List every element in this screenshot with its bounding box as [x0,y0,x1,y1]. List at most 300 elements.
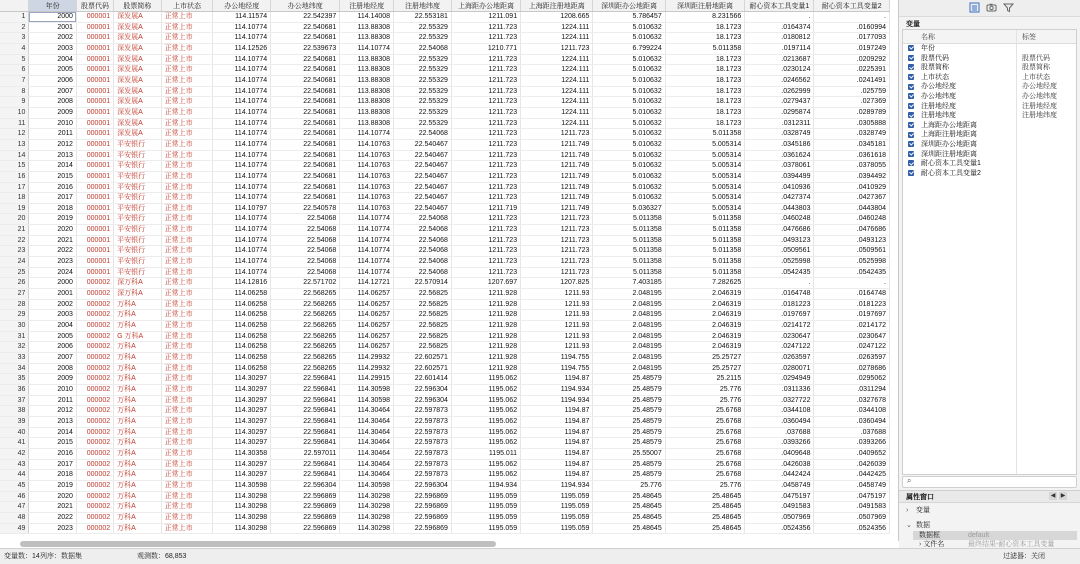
table-cell[interactable]: 正常上市 [161,448,213,459]
variable-item[interactable] [903,169,1076,179]
table-cell[interactable]: 18.1723 [665,107,745,118]
table-cell[interactable]: .0263597 [814,353,890,364]
table-cell[interactable]: .0247122 [814,342,890,353]
table-cell[interactable]: .0525998 [814,257,890,268]
table-cell[interactable]: 万科A [114,416,162,427]
table-cell[interactable]: 114.10774 [213,257,271,268]
table-cell[interactable]: 114.30297 [213,384,271,395]
table-cell[interactable]: 正常上市 [161,278,213,289]
table-cell[interactable]: 000001 [76,22,113,33]
table-cell[interactable]: 000001 [76,107,113,118]
table-cell[interactable]: 18.1723 [665,54,745,65]
table-cell[interactable]: 000001 [76,86,113,97]
table-cell[interactable]: 000001 [76,33,113,44]
table-cell[interactable]: 114.10774 [340,235,394,246]
table-cell[interactable]: 114.11574 [213,12,271,23]
table-cell[interactable]: 正常上市 [161,129,213,140]
table-cell[interactable]: 22.596841 [271,470,340,481]
table-row[interactable] [0,310,890,321]
table-cell[interactable]: .0524356 [814,523,890,534]
table-cell[interactable]: 2017 [29,459,77,470]
table-cell[interactable]: 5.010632 [593,97,665,108]
table-cell[interactable]: 22.596304 [394,384,452,395]
table-cell[interactable]: 000001 [76,65,113,76]
table-cell[interactable]: 18.1723 [665,22,745,33]
table-cell[interactable]: 5.005314 [665,150,745,161]
table-cell[interactable]: 1211.928 [451,331,520,342]
table-cell[interactable]: 1194.755 [521,363,593,374]
table-cell[interactable]: 114.10774 [213,225,271,236]
table-cell[interactable]: 2014 [29,161,77,172]
table-cell[interactable]: 000001 [76,246,113,257]
table-cell[interactable]: 2009 [29,374,77,385]
table-row[interactable] [0,214,890,225]
table-cell[interactable]: 22.540467 [394,150,452,161]
table-cell[interactable]: 000002 [76,278,113,289]
table-cell[interactable]: 114.10763 [340,182,394,193]
table-cell[interactable]: 22.54068 [394,246,452,257]
table-cell[interactable]: 2001 [29,289,77,300]
table-cell[interactable]: 1211.723 [451,235,520,246]
table-cell[interactable]: 000002 [76,416,113,427]
table-cell[interactable]: 万科A [114,427,162,438]
table-cell[interactable]: 5.011358 [593,235,665,246]
table-cell[interactable]: 2020 [29,491,77,502]
table-cell[interactable]: 1224.111 [521,75,593,86]
table-cell[interactable]: 2.048195 [593,331,665,342]
variable-search-input[interactable] [902,476,1077,488]
table-cell[interactable]: 5.005314 [665,182,745,193]
table-cell[interactable]: 000002 [76,384,113,395]
table-cell[interactable]: 5.010632 [593,171,665,182]
table-cell[interactable]: 2.046319 [665,310,745,321]
table-cell[interactable]: 114.30298 [340,502,394,513]
checkbox-checked-icon[interactable] [908,45,914,51]
table-cell[interactable]: .0164374 [745,22,814,33]
table-cell[interactable]: 1194.934 [521,384,593,395]
table-row[interactable] [0,150,890,161]
table-cell[interactable]: 113.88308 [340,33,394,44]
table-cell[interactable]: 22.540681 [271,182,340,193]
table-row[interactable] [0,86,890,97]
table-cell[interactable]: 114.30298 [340,523,394,534]
table-cell[interactable]: 正常上市 [161,54,213,65]
table-cell[interactable]: 25.48645 [665,502,745,513]
table-cell[interactable]: 22.56825 [394,331,452,342]
table-cell[interactable]: 2019 [29,480,77,491]
table-cell[interactable]: 18.1723 [665,65,745,76]
table-cell[interactable]: 1211.928 [451,310,520,321]
table-cell[interactable]: 22.54068 [394,129,452,140]
table-cell[interactable]: 114.06257 [340,310,394,321]
table-cell[interactable]: 114.10774 [213,75,271,86]
table-cell[interactable]: 正常上市 [161,459,213,470]
table-cell[interactable]: 1211.723 [451,182,520,193]
table-cell[interactable]: 1195.059 [451,523,520,534]
table-row[interactable] [0,54,890,65]
table-cell[interactable]: 1211.719 [451,203,520,214]
table-cell[interactable]: 22.597873 [394,416,452,427]
table-cell[interactable]: 22.596869 [394,502,452,513]
table-cell[interactable]: 25.776 [665,384,745,395]
table-cell[interactable]: 22.568265 [271,321,340,332]
table-cell[interactable]: 2005 [29,65,77,76]
table-cell[interactable]: 5.010632 [593,193,665,204]
table-cell[interactable]: 000002 [76,438,113,449]
table-cell[interactable]: 1211.928 [451,363,520,374]
table-cell[interactable]: 万科A [114,480,162,491]
table-cell[interactable]: 5.011358 [593,225,665,236]
table-cell[interactable]: 114.14008 [340,12,394,23]
table-row[interactable] [0,416,890,427]
table-cell[interactable]: 1195.062 [451,459,520,470]
table-cell[interactable]: 22.540681 [271,107,340,118]
table-cell[interactable]: 1224.111 [521,65,593,76]
table-cell[interactable]: 114.30297 [213,406,271,417]
table-cell[interactable]: 正常上市 [161,267,213,278]
table-cell[interactable]: .0509561 [745,246,814,257]
table-cell[interactable]: 正常上市 [161,299,213,310]
table-cell[interactable]: 114.10763 [340,161,394,172]
table-cell[interactable]: 2002 [29,299,77,310]
table-cell[interactable]: 平安银行 [114,235,162,246]
table-cell[interactable]: .0246562 [745,75,814,86]
table-cell[interactable]: .0345181 [814,139,890,150]
table-cell[interactable]: 114.30297 [213,459,271,470]
table-cell[interactable]: 5.005314 [665,139,745,150]
table-cell[interactable]: 平安银行 [114,203,162,214]
column-header[interactable]: 上海距注册地距离 [521,0,593,12]
table-cell[interactable]: 22.56825 [394,310,452,321]
table-row[interactable] [0,118,890,129]
table-cell[interactable]: 1194.87 [521,416,593,427]
name-column-header[interactable]: 名称 [921,34,935,41]
table-cell[interactable]: 22.596841 [271,416,340,427]
table-cell[interactable]: 114.06258 [213,289,271,300]
table-cell[interactable]: 22.54068 [394,257,452,268]
table-cell[interactable]: 5.011358 [665,257,745,268]
table-row[interactable] [0,235,890,246]
table-cell[interactable]: .037688 [814,427,890,438]
table-cell[interactable]: 114.30297 [213,427,271,438]
table-cell[interactable]: 正常上市 [161,22,213,33]
property-filename[interactable]: › 文件名 最终结果-耐心资本工具变量 [919,541,1055,548]
column-header[interactable]: 注册地纬度 [394,0,452,12]
table-cell[interactable]: .0328749 [745,129,814,140]
table-cell[interactable]: 1211.723 [521,43,593,54]
table-cell[interactable]: 000002 [76,448,113,459]
table-cell[interactable]: .0525998 [745,257,814,268]
table-cell[interactable]: 1207.825 [521,278,593,289]
checkbox-checked-icon[interactable] [908,64,914,70]
table-cell[interactable]: 114.30464 [340,470,394,481]
table-cell[interactable]: 22.596869 [394,491,452,502]
table-cell[interactable]: .0209292 [814,54,890,65]
table-cell[interactable]: 114.29932 [340,363,394,374]
table-cell[interactable]: 25.6768 [665,406,745,417]
table-cell[interactable]: 5.010632 [593,182,665,193]
table-cell[interactable]: 114.30298 [213,523,271,534]
table-cell[interactable]: .0160994 [814,22,890,33]
table-cell[interactable]: 2.046319 [665,321,745,332]
table-cell[interactable]: 5.005314 [665,193,745,204]
table-cell[interactable]: 1224.111 [521,97,593,108]
table-cell[interactable]: 114.10763 [340,203,394,214]
table-cell[interactable]: .0197249 [814,43,890,54]
table-cell[interactable]: .0458749 [814,480,890,491]
table-cell[interactable]: 22.602571 [394,363,452,374]
table-cell[interactable]: 平安银行 [114,171,162,182]
table-cell[interactable]: .0295874 [745,107,814,118]
table-cell[interactable]: 1211.749 [521,171,593,182]
checkbox-checked-icon[interactable] [908,103,914,109]
table-cell[interactable]: 2012 [29,406,77,417]
table-cell[interactable]: 1211.723 [521,129,593,140]
table-cell[interactable]: 000001 [76,214,113,225]
table-cell[interactable]: 2015 [29,438,77,449]
table-cell[interactable]: 000001 [76,118,113,129]
table-cell[interactable]: 1194.87 [521,374,593,385]
table-cell[interactable]: 深发展A [114,107,162,118]
table-cell[interactable]: 114.06258 [213,299,271,310]
table-cell[interactable]: 113.88308 [340,107,394,118]
snapshot-camera-icon[interactable] [986,2,997,13]
table-cell[interactable]: 22.540681 [271,97,340,108]
table-cell[interactable]: 平安银行 [114,139,162,150]
table-cell[interactable]: 深发展A [114,86,162,97]
table-cell[interactable]: 22.568265 [271,353,340,364]
table-cell[interactable]: 22.568265 [271,363,340,374]
table-cell[interactable]: 25.48579 [593,438,665,449]
table-cell[interactable]: 万科A [114,374,162,385]
table-cell[interactable]: 1194.87 [521,438,593,449]
table-cell[interactable]: 22.55329 [394,118,452,129]
table-cell[interactable]: 7.282625 [665,278,745,289]
table-cell[interactable]: 正常上市 [161,150,213,161]
checkbox-checked-icon[interactable] [908,122,914,128]
table-cell[interactable]: .0344108 [814,406,890,417]
table-row[interactable] [0,161,890,172]
table-cell[interactable]: .0311336 [745,384,814,395]
table-cell[interactable]: .0443804 [814,203,890,214]
table-cell[interactable]: 114.30298 [213,502,271,513]
table-cell[interactable]: 22.568265 [271,289,340,300]
table-cell[interactable]: 000002 [76,406,113,417]
checkbox-checked-icon[interactable] [908,74,914,80]
table-cell[interactable]: 114.10774 [213,150,271,161]
table-cell[interactable]: 114.29932 [340,353,394,364]
table-cell[interactable]: 1211.723 [451,225,520,236]
table-cell[interactable]: 1195.062 [451,427,520,438]
table-cell[interactable]: 22.542397 [271,12,340,23]
checkbox-checked-icon[interactable] [908,112,914,118]
table-cell[interactable]: 22.596869 [271,491,340,502]
table-cell[interactable]: .0460248 [814,214,890,225]
table-cell[interactable]: 22.596841 [271,384,340,395]
table-row[interactable] [0,289,890,300]
table-cell[interactable]: .0294949 [745,374,814,385]
table-cell[interactable]: 18.1723 [665,86,745,97]
table-cell[interactable]: 平安银行 [114,214,162,225]
table-row[interactable] [0,171,890,182]
table-cell[interactable]: 正常上市 [161,395,213,406]
table-cell[interactable]: .0197697 [745,310,814,321]
table-cell[interactable]: 正常上市 [161,235,213,246]
table-cell[interactable]: 正常上市 [161,193,213,204]
table-cell[interactable]: 22.596841 [271,374,340,385]
table-cell[interactable]: 2.048195 [593,363,665,374]
table-cell[interactable]: 114.10774 [213,161,271,172]
column-header[interactable]: 深圳距注册地距离 [665,0,745,12]
table-cell[interactable]: 2016 [29,182,77,193]
table-row[interactable] [0,427,890,438]
variable-item[interactable] [903,159,1076,169]
horizontal-scrollbar[interactable] [20,541,496,547]
table-cell[interactable]: 114.30598 [340,395,394,406]
table-cell[interactable]: 22.54068 [394,43,452,54]
table-cell[interactable]: 万科A [114,523,162,534]
table-cell[interactable]: 22.597011 [271,448,340,459]
properties-group-variables[interactable]: › 变量 [906,507,930,514]
table-cell[interactable]: 1194.934 [451,480,520,491]
table-cell[interactable]: .0213687 [745,54,814,65]
table-cell[interactable]: 2021 [29,502,77,513]
table-cell[interactable]: 深发展A [114,75,162,86]
table-cell[interactable]: 5.011358 [665,225,745,236]
variable-item[interactable] [903,121,1076,131]
table-row[interactable] [0,523,890,534]
table-cell[interactable]: 114.06258 [213,363,271,374]
table-cell[interactable]: 1211.723 [451,246,520,257]
table-cell[interactable]: 25.48645 [593,512,665,523]
table-cell[interactable]: 22.597873 [394,427,452,438]
table-cell[interactable]: 25.48579 [593,416,665,427]
table-cell[interactable]: 平安银行 [114,193,162,204]
table-cell[interactable]: 22.54068 [271,235,340,246]
table-cell[interactable]: 1211.928 [451,342,520,353]
table-cell[interactable]: 25.776 [593,480,665,491]
table-row[interactable] [0,395,890,406]
table-cell[interactable]: 2004 [29,321,77,332]
table-cell[interactable]: 114.10774 [213,139,271,150]
table-cell[interactable]: 22.540681 [271,118,340,129]
table-cell[interactable]: 5.010632 [593,65,665,76]
table-cell[interactable]: 114.10774 [213,246,271,257]
table-cell[interactable]: 22.56825 [394,299,452,310]
table-cell[interactable]: 22.540681 [271,150,340,161]
table-cell[interactable]: 22.54068 [271,267,340,278]
table-cell[interactable]: 114.10763 [340,193,394,204]
table-cell[interactable]: .0427367 [814,193,890,204]
table-cell[interactable]: 000002 [76,480,113,491]
table-cell[interactable]: 万科A [114,502,162,513]
table-cell[interactable]: 1211.749 [521,161,593,172]
table-cell[interactable]: 万科A [114,406,162,417]
table-cell[interactable]: .025759 [814,86,890,97]
table-row[interactable] [0,480,890,491]
table-cell[interactable]: 114.10774 [340,267,394,278]
table-cell[interactable]: 22.540467 [394,203,452,214]
table-cell[interactable]: 22.55329 [394,75,452,86]
table-cell[interactable]: 22.601414 [394,374,452,385]
variable-item[interactable] [903,44,1076,54]
table-cell[interactable]: .0427374 [745,193,814,204]
table-cell[interactable]: 1211.928 [451,353,520,364]
table-cell[interactable]: 22.540681 [271,171,340,182]
table-cell[interactable]: 1211.723 [521,235,593,246]
variable-item[interactable] [903,102,1076,112]
table-cell[interactable]: 114.06257 [340,289,394,300]
table-cell[interactable]: 22.55329 [394,107,452,118]
table-cell[interactable]: 114.30297 [213,395,271,406]
table-cell[interactable]: 25.48579 [593,406,665,417]
table-cell[interactable]: . [745,12,814,23]
table-cell[interactable]: .0410936 [745,182,814,193]
table-cell[interactable]: 22.602571 [394,353,452,364]
table-cell[interactable]: 5.010632 [593,129,665,140]
table-cell[interactable]: .0476686 [745,225,814,236]
table-cell[interactable]: .0230124 [745,65,814,76]
table-cell[interactable]: 正常上市 [161,406,213,417]
table-cell[interactable]: 113.88308 [340,86,394,97]
table-cell[interactable]: 22.539673 [271,43,340,54]
table-cell[interactable]: 22.540681 [271,54,340,65]
table-cell[interactable]: 2005 [29,331,77,342]
table-cell[interactable]: 22.596869 [394,523,452,534]
table-cell[interactable]: 000001 [76,139,113,150]
table-cell[interactable]: 22.596841 [271,459,340,470]
table-cell[interactable]: .0361624 [745,150,814,161]
table-cell[interactable]: 114.10774 [213,214,271,225]
table-row[interactable] [0,342,890,353]
table-cell[interactable]: 114.30297 [213,416,271,427]
table-cell[interactable]: 22.597873 [394,448,452,459]
table-cell[interactable]: 深发展A [114,54,162,65]
table-cell[interactable]: 万科A [114,384,162,395]
table-cell[interactable]: .0230647 [814,331,890,342]
table-cell[interactable]: 114.06258 [213,321,271,332]
table-cell[interactable]: 正常上市 [161,427,213,438]
table-cell[interactable]: 114.30297 [213,438,271,449]
table-cell[interactable]: .0378055 [814,161,890,172]
table-cell[interactable]: 114.12526 [213,43,271,54]
table-cell[interactable]: 2007 [29,86,77,97]
table-cell[interactable]: 万科A [114,299,162,310]
variable-item[interactable] [903,82,1076,92]
table-cell[interactable]: 25.48645 [665,491,745,502]
table-cell[interactable]: 深发展A [114,129,162,140]
property-frame[interactable]: 数据框 default [913,531,1077,540]
table-cell[interactable]: 22.597873 [394,438,452,449]
table-cell[interactable]: 1195.062 [451,395,520,406]
table-cell[interactable]: 1224.111 [521,54,593,65]
table-row[interactable] [0,193,890,204]
table-cell[interactable]: 1211.723 [521,225,593,236]
table-cell[interactable]: 22.54068 [271,246,340,257]
table-row[interactable] [0,491,890,502]
column-header[interactable]: 股票代码 [76,0,113,12]
table-cell[interactable]: 1211.749 [521,150,593,161]
table-cell[interactable]: 2023 [29,523,77,534]
table-cell[interactable]: 万科A [114,310,162,321]
table-cell[interactable]: .0443803 [745,203,814,214]
table-cell[interactable]: 22.55329 [394,86,452,97]
table-cell[interactable]: 2003 [29,43,77,54]
table-cell[interactable]: 深发展A [114,118,162,129]
table-cell[interactable]: 1211.93 [521,321,593,332]
table-cell[interactable]: 1194.934 [521,395,593,406]
table-cell[interactable]: 1210.771 [451,43,520,54]
